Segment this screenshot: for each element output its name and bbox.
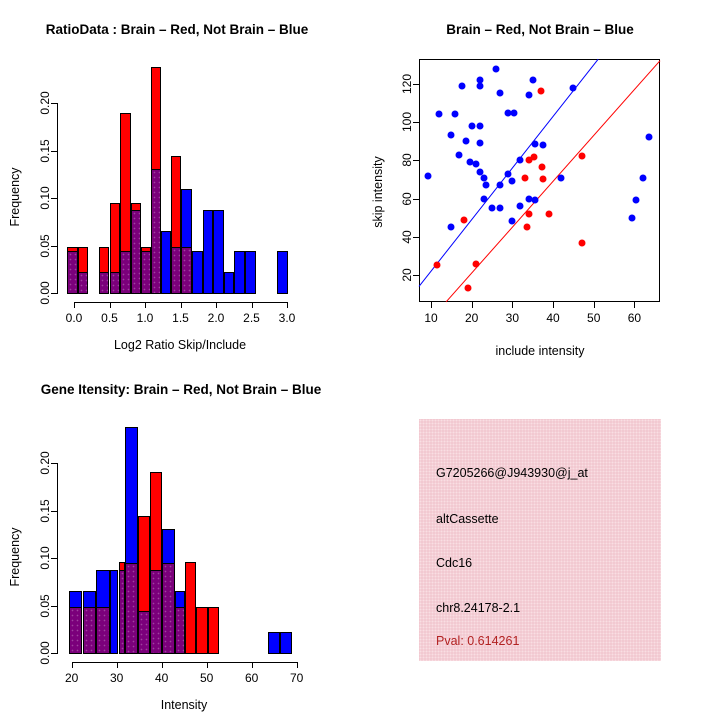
histogram-bar [161,231,170,294]
y-tick-label: 80 [400,153,414,167]
gene-name-text: Cdc16 [436,556,473,570]
x-axis-tick [72,662,73,668]
pval-text: Pval: 0.614261 [436,634,520,648]
blue-scatter-point [517,157,524,164]
x-axis-tick [117,662,118,668]
histogram-overlap-segment [152,169,161,293]
histogram-bar [196,607,207,654]
histogram-bar [120,113,131,295]
histogram-bar [141,247,150,294]
blue-scatter-point [531,197,538,204]
gene-intensity-x-axis-label: Intensity [160,698,208,712]
red-scatter-point [460,216,467,223]
histogram-bar [69,591,83,654]
blue-scatter-point [458,82,465,89]
x-tick-label: 3.0 [278,311,296,325]
histogram-overlap-segment [68,251,77,293]
blue-scatter-point [505,170,512,177]
x-tick-label: 70 [290,671,304,685]
x-axis-tick [74,302,75,308]
histogram-bar [110,203,121,294]
histogram-bar [131,203,142,294]
histogram-overlap-segment [132,210,141,293]
x-tick-label: 30 [110,671,124,685]
x-tick-label: 0.0 [65,311,83,325]
blue-scatter-point [558,174,565,181]
histogram-bar [280,632,292,654]
histogram-bar [83,591,97,654]
x-tick-label: 1.0 [136,311,154,325]
histogram-bar [192,251,203,294]
histogram-bar [125,427,138,654]
blue-scatter-point [480,174,487,181]
histogram-bar [96,570,110,654]
histogram-bar [151,67,162,294]
histogram-overlap-segment [182,247,191,293]
y-tick-label: 0.00 [38,641,52,665]
x-tick-label: 60 [627,311,642,325]
blue-scatter-point [531,141,538,148]
blue-scatter-point [629,214,636,221]
histogram-overlap-segment [126,563,137,653]
y-tick-label: 40 [400,230,414,244]
x-tick-label: 40 [546,311,560,325]
x-axis-tick [472,301,473,308]
x-axis-tick [216,302,217,308]
y-tick-label: 20 [400,268,414,282]
gene-intensity-y-axis-label: Frequency [8,527,22,587]
y-tick-label: 0.00 [38,281,52,305]
blue-scatter-point [639,174,646,181]
histogram-overlap-segment [84,607,96,653]
blue-scatter-point [489,205,496,212]
x-axis-tick [512,301,513,308]
x-axis-tick [110,302,111,308]
splice-type-text: altCassette [436,512,499,526]
histogram-overlap-segment [151,570,161,653]
blue-scatter-point [436,111,443,118]
blue-scatter-point [456,151,463,158]
y-axis-line [57,103,58,294]
x-axis-line [72,662,297,663]
x-axis-tick [162,662,163,668]
blue-scatter-point [645,134,652,141]
red-scatter-point [539,163,546,170]
blue-scatter-point [529,77,536,84]
x-axis-tick [553,301,554,308]
histogram-overlap-segment [70,607,82,653]
histogram-overlap-segment [142,251,149,293]
x-axis-tick [297,662,298,668]
blue-scatter-point [452,111,459,118]
histogram-bar [150,472,162,654]
x-tick-label: 0.5 [101,311,118,325]
x-tick-label: 50 [200,671,214,685]
histogram-overlap-segment [100,272,109,293]
blue-scatter-point [633,197,640,204]
histogram-bar [171,156,182,294]
x-tick-label: 20 [65,671,79,685]
y-tick-label: 60 [400,191,414,206]
ratio-histogram-y-axis-label: Frequency [8,167,22,227]
histogram-bar [213,210,224,294]
probe-id-text: G7205266@J943930@j_at [436,466,588,480]
red-scatter-point [472,260,479,267]
blue-scatter-point [497,182,504,189]
x-tick-label: 30 [505,311,520,325]
blue-scatter-point [476,82,483,89]
x-tick-label: 2.0 [207,311,225,325]
x-axis-tick [207,662,208,668]
blue-scatter-point [493,65,500,72]
histogram-bar [268,632,280,654]
gene-intensity-histogram-title: Gene Itensity: Brain – Red, Not Brain – Blue [40,382,322,397]
histogram-overlap-segment [120,570,125,653]
blue-scatter-point [482,182,489,189]
x-axis-tick [145,302,146,308]
x-axis-tick [252,662,253,668]
blue-scatter-point [472,161,479,168]
blue-scatter-point [497,90,504,97]
y-tick-label: 0.05 [38,593,52,618]
x-axis-tick [594,301,595,308]
x-axis-tick [252,302,253,308]
histogram-bar [110,570,118,654]
blue-scatter-point [509,178,516,185]
red-scatter-point [578,153,585,160]
red-scatter-point [464,285,471,292]
x-tick-label: 50 [587,311,601,325]
x-tick-label: 2.5 [243,311,260,325]
histogram-bar [245,251,256,294]
ratio-histogram-x-axis-label: Log2 Ratio Skip/Include [113,338,247,352]
histogram-bar [175,591,185,654]
red-scatter-point [537,88,544,95]
blue-scatter-point [539,142,546,149]
histogram-bar [203,210,214,294]
blue-scatter-point [462,138,469,145]
red-scatter-point [525,210,532,217]
blue-scatter-point [525,92,532,99]
red-scatter-point [521,174,528,181]
scatter-x-axis-label: include intensity [495,344,585,358]
scatter-y-axis-label: skip intensity [371,156,385,228]
histogram-overlap-segment [111,272,120,293]
y-axis-line [57,463,58,654]
y-tick-label: 0.15 [38,138,52,163]
histogram-bar [99,247,110,294]
x-axis-tick [634,301,635,308]
blue-scatter-point [517,203,524,210]
y-tick-label: 0.20 [38,451,52,475]
x-axis-tick [181,302,182,308]
red-scatter-point [578,239,585,246]
chromosome-text: chr8.24178-2.1 [436,601,521,615]
x-tick-label: 20 [464,311,479,325]
blue-scatter-point [476,140,483,147]
histogram-bar [185,562,196,654]
histogram-overlap-segment [121,251,130,293]
histogram-bar [234,251,245,294]
blue-scatter-point [570,84,577,91]
blue-scatter-point [425,172,432,179]
histogram-overlap-segment [176,607,184,653]
red-scatter-point [539,176,546,183]
x-tick-label: 10 [424,311,438,325]
y-tick-label: 0.20 [38,91,52,115]
histogram-bar [78,247,89,294]
y-tick-label: 0.10 [38,546,52,570]
blue-scatter-point [448,224,455,231]
histogram-overlap-segment [97,607,109,653]
scatter-title: Brain – Red, Not Brain – Blue [446,22,634,37]
blue-scatter-point [476,122,483,129]
x-tick-label: 1.5 [172,311,189,325]
red-scatter-point [434,262,441,269]
red-scatter-point [530,154,537,161]
blue-scatter-point [448,132,455,139]
blue-scatter-point [480,195,487,202]
histogram-overlap-segment [79,272,88,293]
histogram-bar [181,189,192,294]
histogram-overlap-segment [139,611,149,653]
histogram-bar [138,516,150,654]
blue-scatter-point [497,205,504,212]
histogram-overlap-segment [172,247,181,293]
ratio-histogram-title: RatioData : Brain – Red, Not Brain – Blue [45,22,309,37]
histogram-bar [224,272,235,294]
x-axis-tick [287,302,288,308]
blue-scatter-point [509,218,516,225]
histogram-bar [277,251,288,294]
x-axis-tick [431,301,432,308]
gene-info-box [419,419,661,661]
y-tick-label: 0.10 [38,186,52,210]
red-scatter-point [545,210,552,217]
histogram-bar [119,562,126,654]
blue-scatter-point [468,122,475,129]
histogram-bar [208,607,219,654]
histogram-bar [162,529,175,654]
blue-scatter-point [511,109,518,116]
x-tick-label: 60 [245,671,259,685]
red-scatter-point [523,223,530,230]
y-tick-label: 100 [400,112,414,133]
histogram-bar [67,247,78,294]
x-tick-label: 40 [155,671,169,685]
y-tick-label: 0.15 [38,498,52,523]
y-tick-label: 120 [400,73,414,94]
histogram-overlap-segment [163,563,174,653]
y-tick-label: 0.05 [38,233,52,258]
